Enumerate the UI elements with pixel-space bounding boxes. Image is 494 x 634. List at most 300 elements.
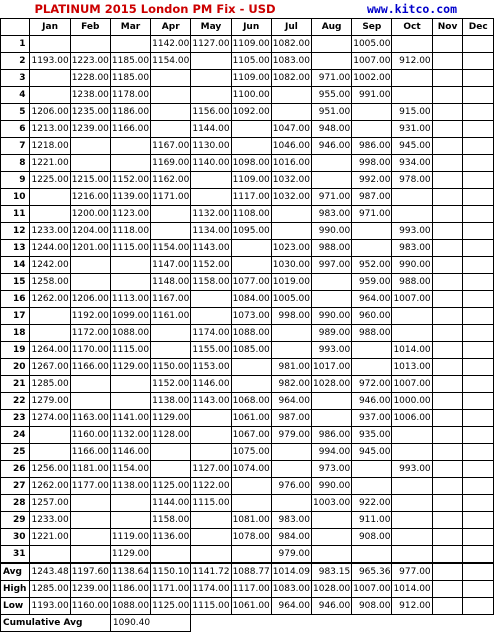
- price-cell: [271, 104, 311, 121]
- summary-cell: 1088.77: [231, 563, 271, 581]
- price-cell: 1134.00: [191, 223, 231, 240]
- price-cell: 983.00: [392, 240, 432, 257]
- price-cell: 1095.00: [231, 223, 271, 240]
- price-cell: 1148.00: [151, 274, 191, 291]
- summary-cell: [463, 581, 494, 598]
- price-cell: 1155.00: [191, 342, 231, 359]
- price-cell: [70, 36, 110, 53]
- price-cell: 1262.00: [30, 478, 70, 495]
- price-cell: 993.00: [392, 223, 432, 240]
- table-row: [1, 342, 494, 359]
- price-cell: [231, 257, 271, 274]
- price-cell: [110, 155, 150, 172]
- price-cell: 990.00: [312, 223, 352, 240]
- price-cell: 1162.00: [151, 172, 191, 189]
- price-cell: [463, 138, 494, 155]
- price-cell: [110, 393, 150, 410]
- price-cell: [392, 546, 432, 564]
- price-cell: [432, 274, 463, 291]
- cumulative-label: Cumulative Avg: [1, 615, 111, 632]
- price-cell: 1023.00: [271, 240, 311, 257]
- summary-label: Low: [1, 598, 30, 615]
- price-cell: 981.00: [271, 359, 311, 376]
- price-cell: [191, 444, 231, 461]
- price-cell: 960.00: [352, 308, 392, 325]
- price-cell: 1123.00: [110, 206, 150, 223]
- day-label: 20: [1, 359, 30, 376]
- price-cell: [231, 495, 271, 512]
- price-cell: 911.00: [352, 512, 392, 529]
- price-cell: 1154.00: [151, 53, 191, 70]
- price-cell: [30, 427, 70, 444]
- price-cell: 1139.00: [110, 189, 150, 206]
- price-cell: 1084.00: [231, 291, 271, 308]
- month-header: Apr: [151, 19, 191, 36]
- month-header: Jun: [231, 19, 271, 36]
- price-cell: 1154.00: [110, 461, 150, 478]
- price-cell: 1167.00: [151, 138, 191, 155]
- price-cell: 1143.00: [191, 393, 231, 410]
- day-label: 14: [1, 257, 30, 274]
- price-cell: 971.00: [312, 189, 352, 206]
- price-cell: [463, 461, 494, 478]
- price-cell: [463, 410, 494, 427]
- price-cell: 1238.00: [70, 87, 110, 104]
- price-cell: [463, 308, 494, 325]
- summary-cell: [463, 563, 494, 581]
- price-cell: [463, 495, 494, 512]
- day-label: 1: [1, 36, 30, 53]
- table-row: [1, 155, 494, 172]
- corner-cell: [1, 19, 30, 36]
- price-cell: 931.00: [392, 121, 432, 138]
- summary-cell: 1115.00: [191, 598, 231, 615]
- price-cell: 998.00: [271, 308, 311, 325]
- price-cell: [432, 376, 463, 393]
- cumulative-row: [1, 615, 494, 632]
- price-cell: 908.00: [352, 529, 392, 546]
- price-cell: [231, 546, 271, 564]
- price-cell: [312, 546, 352, 564]
- table-row: [1, 36, 494, 53]
- price-cell: 1221.00: [30, 155, 70, 172]
- price-cell: 1216.00: [70, 189, 110, 206]
- table-row: [1, 104, 494, 121]
- price-cell: 1235.00: [70, 104, 110, 121]
- price-cell: 971.00: [352, 206, 392, 223]
- price-cell: [231, 121, 271, 138]
- price-cell: 1136.00: [151, 529, 191, 546]
- price-cell: [151, 342, 191, 359]
- price-cell: 955.00: [312, 87, 352, 104]
- price-cell: 1144.00: [151, 495, 191, 512]
- price-cell: 1077.00: [231, 274, 271, 291]
- price-cell: 1257.00: [30, 495, 70, 512]
- price-cell: [271, 87, 311, 104]
- price-cell: [463, 512, 494, 529]
- table-row: [1, 512, 494, 529]
- summary-cell: 1014.09: [271, 563, 311, 581]
- month-header: Oct: [392, 19, 432, 36]
- price-cell: [70, 546, 110, 564]
- month-header: Jul: [271, 19, 311, 36]
- price-cell: [70, 257, 110, 274]
- price-cell: 990.00: [392, 257, 432, 274]
- price-cell: 1115.00: [110, 342, 150, 359]
- price-cell: 1215.00: [70, 172, 110, 189]
- price-cell: 1228.00: [70, 70, 110, 87]
- day-label: 19: [1, 342, 30, 359]
- summary-cell: 946.00: [312, 598, 352, 615]
- price-cell: 1081.00: [231, 512, 271, 529]
- price-cell: [463, 53, 494, 70]
- price-cell: 1177.00: [70, 478, 110, 495]
- price-cell: 1109.00: [231, 70, 271, 87]
- price-cell: [151, 546, 191, 564]
- table-row: [1, 478, 494, 495]
- price-cell: [432, 478, 463, 495]
- table-row: [1, 410, 494, 427]
- price-cell: 1100.00: [231, 87, 271, 104]
- price-cell: [312, 393, 352, 410]
- summary-cell: 1141.72: [191, 563, 231, 581]
- price-cell: 1002.00: [352, 70, 392, 87]
- price-cell: 1003.00: [312, 495, 352, 512]
- price-cell: [231, 376, 271, 393]
- summary-label: Avg: [1, 563, 30, 581]
- table-row: [1, 172, 494, 189]
- day-label: 28: [1, 495, 30, 512]
- price-cell: 1186.00: [110, 104, 150, 121]
- price-cell: [30, 206, 70, 223]
- price-cell: 1005.00: [352, 36, 392, 53]
- price-cell: [352, 342, 392, 359]
- price-cell: 1285.00: [30, 376, 70, 393]
- price-cell: 988.00: [352, 325, 392, 342]
- price-cell: 1129.00: [151, 410, 191, 427]
- price-cell: 1000.00: [392, 393, 432, 410]
- summary-cell: [463, 598, 494, 615]
- day-rows: [1, 36, 494, 564]
- price-cell: 1146.00: [191, 376, 231, 393]
- table-row: [1, 291, 494, 308]
- table-row: [1, 189, 494, 206]
- table-row: [1, 546, 494, 564]
- price-cell: [30, 87, 70, 104]
- table-row: [1, 325, 494, 342]
- price-cell: [191, 529, 231, 546]
- price-cell: 1152.00: [110, 172, 150, 189]
- price-cell: 994.00: [312, 444, 352, 461]
- price-cell: [392, 495, 432, 512]
- price-cell: 1218.00: [30, 138, 70, 155]
- price-cell: 973.00: [312, 461, 352, 478]
- price-cell: [392, 478, 432, 495]
- price-cell: [463, 223, 494, 240]
- price-cell: [271, 223, 311, 240]
- day-label: 9: [1, 172, 30, 189]
- price-cell: [30, 70, 70, 87]
- summary-cell: 1174.00: [191, 581, 231, 598]
- price-cell: [352, 461, 392, 478]
- price-cell: [191, 410, 231, 427]
- price-cell: 1099.00: [110, 308, 150, 325]
- price-cell: 1138.00: [110, 478, 150, 495]
- price-cell: 1128.00: [151, 427, 191, 444]
- price-cell: [191, 308, 231, 325]
- price-cell: [231, 478, 271, 495]
- price-cell: [392, 206, 432, 223]
- month-header: Dec: [463, 19, 494, 36]
- price-cell: 1017.00: [312, 359, 352, 376]
- price-cell: 1163.00: [70, 410, 110, 427]
- day-label: 29: [1, 512, 30, 529]
- price-cell: [70, 155, 110, 172]
- price-cell: 1074.00: [231, 461, 271, 478]
- price-cell: [151, 206, 191, 223]
- price-cell: [191, 189, 231, 206]
- price-cell: [191, 512, 231, 529]
- price-cell: 1046.00: [271, 138, 311, 155]
- price-cell: 1201.00: [70, 240, 110, 257]
- summary-cell: 908.00: [352, 598, 392, 615]
- price-cell: [70, 376, 110, 393]
- price-cell: 998.00: [352, 155, 392, 172]
- price-cell: [432, 512, 463, 529]
- price-cell: 988.00: [312, 240, 352, 257]
- price-cell: 1068.00: [231, 393, 271, 410]
- price-cell: [463, 291, 494, 308]
- price-cell: [392, 325, 432, 342]
- price-cell: [352, 546, 392, 564]
- summary-cell: 1193.00: [30, 598, 70, 615]
- table-row: [1, 206, 494, 223]
- price-cell: [392, 87, 432, 104]
- price-cell: [463, 36, 494, 53]
- price-cell: [30, 546, 70, 564]
- price-cell: [191, 427, 231, 444]
- price-cell: 1172.00: [70, 325, 110, 342]
- price-cell: 912.00: [392, 53, 432, 70]
- table-row: [1, 308, 494, 325]
- price-cell: 1083.00: [271, 53, 311, 70]
- price-cell: [352, 478, 392, 495]
- price-cell: [352, 104, 392, 121]
- price-cell: 972.00: [352, 376, 392, 393]
- price-cell: [432, 155, 463, 172]
- table-row: [1, 138, 494, 155]
- price-cell: [463, 104, 494, 121]
- day-label: 2: [1, 53, 30, 70]
- price-cell: [392, 529, 432, 546]
- price-cell: [231, 138, 271, 155]
- price-cell: 1242.00: [30, 257, 70, 274]
- price-cell: [463, 478, 494, 495]
- price-cell: [70, 138, 110, 155]
- table-row: [1, 461, 494, 478]
- price-cell: 1082.00: [271, 70, 311, 87]
- price-cell: [392, 444, 432, 461]
- day-label: 10: [1, 189, 30, 206]
- month-header: Aug: [312, 19, 352, 36]
- price-cell: 1109.00: [231, 172, 271, 189]
- price-cell: [432, 223, 463, 240]
- price-cell: [312, 155, 352, 172]
- day-label: 3: [1, 70, 30, 87]
- price-cell: 1170.00: [70, 342, 110, 359]
- day-label: 16: [1, 291, 30, 308]
- price-cell: [463, 342, 494, 359]
- price-cell: 1098.00: [231, 155, 271, 172]
- day-label: 6: [1, 121, 30, 138]
- table-row: [1, 529, 494, 546]
- price-cell: 1166.00: [110, 121, 150, 138]
- price-cell: 1258.00: [30, 274, 70, 291]
- price-cell: [352, 121, 392, 138]
- price-cell: 1014.00: [392, 342, 432, 359]
- price-cell: [191, 70, 231, 87]
- price-cell: [70, 274, 110, 291]
- price-cell: 1161.00: [151, 308, 191, 325]
- price-cell: 991.00: [352, 87, 392, 104]
- price-cell: 1006.00: [392, 410, 432, 427]
- price-cell: 1013.00: [392, 359, 432, 376]
- header-row: [1, 19, 494, 36]
- price-cell: 1178.00: [110, 87, 150, 104]
- price-cell: [463, 359, 494, 376]
- price-cell: 1171.00: [151, 189, 191, 206]
- price-cell: [271, 495, 311, 512]
- day-label: 18: [1, 325, 30, 342]
- price-cell: [151, 87, 191, 104]
- price-cell: 1262.00: [30, 291, 70, 308]
- table-row: [1, 495, 494, 512]
- summary-cell: 965.36: [352, 563, 392, 581]
- site-link[interactable]: www.kitco.com: [366, 2, 457, 16]
- price-cell: 915.00: [392, 104, 432, 121]
- price-cell: 1206.00: [30, 104, 70, 121]
- price-cell: 1007.00: [352, 53, 392, 70]
- price-cell: 1233.00: [30, 223, 70, 240]
- price-cell: 1152.00: [151, 376, 191, 393]
- price-cell: [392, 70, 432, 87]
- day-label: 25: [1, 444, 30, 461]
- price-cell: [30, 325, 70, 342]
- price-cell: [271, 206, 311, 223]
- price-cell: 1113.00: [110, 291, 150, 308]
- summary-cell: 1285.00: [30, 581, 70, 598]
- price-cell: [110, 376, 150, 393]
- price-cell: [463, 444, 494, 461]
- price-cell: 978.00: [392, 172, 432, 189]
- price-cell: 946.00: [352, 393, 392, 410]
- price-cell: [312, 36, 352, 53]
- price-cell: 1193.00: [30, 53, 70, 70]
- price-cell: 1032.00: [271, 172, 311, 189]
- table-row: [1, 376, 494, 393]
- price-cell: 971.00: [312, 70, 352, 87]
- price-cell: 1143.00: [191, 240, 231, 257]
- price-cell: 1115.00: [110, 240, 150, 257]
- day-label: 27: [1, 478, 30, 495]
- price-cell: 1140.00: [191, 155, 231, 172]
- price-cell: [463, 206, 494, 223]
- price-cell: 997.00: [312, 257, 352, 274]
- price-cell: 1129.00: [110, 546, 150, 564]
- price-cell: [191, 53, 231, 70]
- price-cell: 1130.00: [191, 138, 231, 155]
- price-cell: 1115.00: [191, 495, 231, 512]
- price-cell: 1233.00: [30, 512, 70, 529]
- price-cell: 1152.00: [191, 257, 231, 274]
- price-cell: 1225.00: [30, 172, 70, 189]
- summary-cell: 1197.60: [70, 563, 110, 581]
- price-cell: [392, 308, 432, 325]
- summary-cell: 1171.00: [151, 581, 191, 598]
- price-cell: [432, 461, 463, 478]
- price-cell: 1067.00: [231, 427, 271, 444]
- price-cell: 1129.00: [110, 359, 150, 376]
- price-cell: [432, 87, 463, 104]
- price-cell: [463, 189, 494, 206]
- price-cell: 1118.00: [110, 223, 150, 240]
- price-cell: 976.00: [271, 478, 311, 495]
- price-cell: [432, 427, 463, 444]
- price-cell: 1019.00: [271, 274, 311, 291]
- price-cell: [432, 121, 463, 138]
- month-header: May: [191, 19, 231, 36]
- price-cell: 1150.00: [151, 359, 191, 376]
- table-row: [1, 359, 494, 376]
- price-cell: [191, 172, 231, 189]
- price-cell: [271, 325, 311, 342]
- price-cell: [432, 138, 463, 155]
- day-label: 13: [1, 240, 30, 257]
- price-cell: [432, 342, 463, 359]
- price-cell: 1088.00: [110, 325, 150, 342]
- month-header: Sep: [352, 19, 392, 36]
- price-cell: [271, 444, 311, 461]
- price-cell: 1160.00: [70, 427, 110, 444]
- price-cell: 1125.00: [151, 478, 191, 495]
- summary-cell: [432, 581, 463, 598]
- price-cell: [231, 359, 271, 376]
- price-cell: 1158.00: [191, 274, 231, 291]
- price-cell: 1166.00: [70, 444, 110, 461]
- price-cell: [110, 274, 150, 291]
- day-label: 12: [1, 223, 30, 240]
- summary-row: [1, 598, 494, 615]
- price-cell: 986.00: [312, 427, 352, 444]
- price-cell: [151, 223, 191, 240]
- price-cell: 979.00: [271, 546, 311, 564]
- price-cell: 986.00: [352, 138, 392, 155]
- price-cell: 982.00: [271, 376, 311, 393]
- price-cell: 993.00: [312, 342, 352, 359]
- price-cell: 1181.00: [70, 461, 110, 478]
- price-cell: [392, 36, 432, 53]
- price-cell: [312, 53, 352, 70]
- day-label: 15: [1, 274, 30, 291]
- day-label: 11: [1, 206, 30, 223]
- summary-cell: 983.15: [312, 563, 352, 581]
- price-cell: 1085.00: [231, 342, 271, 359]
- price-cell: 1147.00: [151, 257, 191, 274]
- price-cell: [432, 189, 463, 206]
- price-cell: 983.00: [312, 206, 352, 223]
- price-cell: [432, 325, 463, 342]
- price-cell: 1200.00: [70, 206, 110, 223]
